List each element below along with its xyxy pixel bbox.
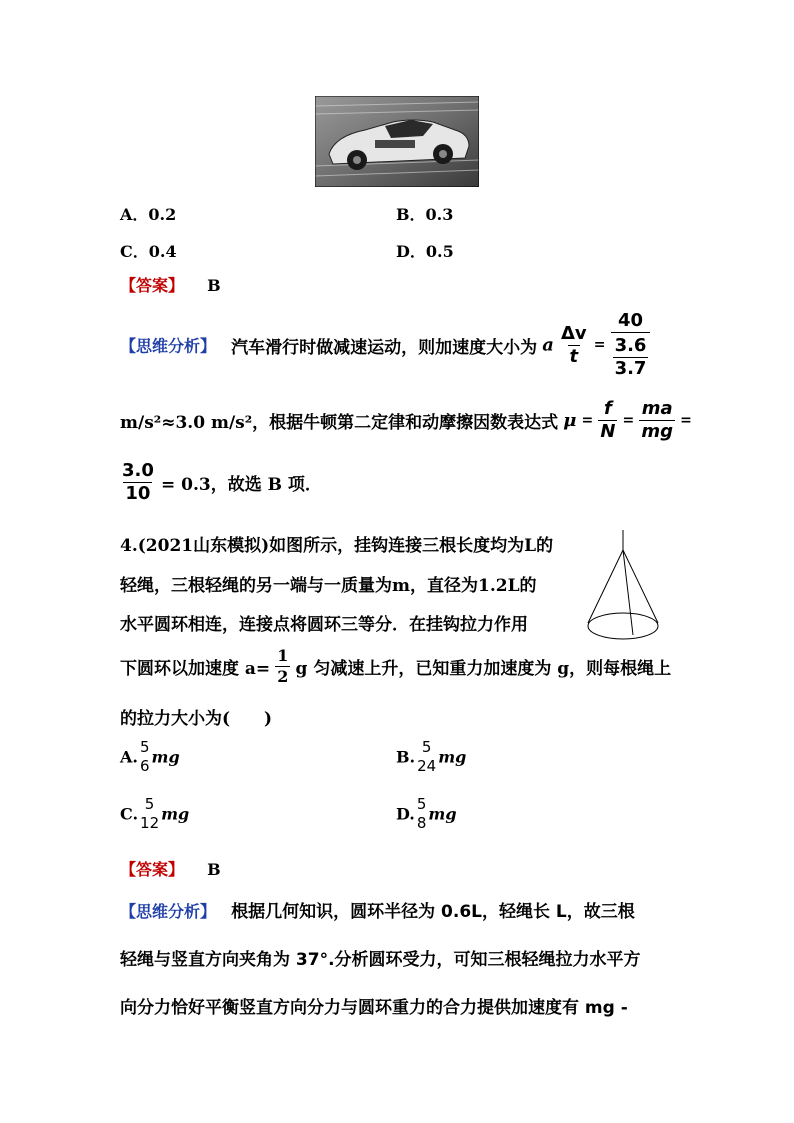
equals-sign: = xyxy=(593,337,606,353)
frac-num: 3.0 xyxy=(122,460,154,481)
q4-option-d xyxy=(396,797,457,831)
inner-den: 3.7 xyxy=(614,358,647,379)
q3-analysis-line1 xyxy=(120,312,650,378)
answer-value: B xyxy=(207,860,221,879)
q4-analysis-line1 xyxy=(120,897,635,922)
q3-analysis-line3 xyxy=(120,462,322,503)
cone-ring-diagram xyxy=(585,528,661,646)
option-prefix: C. xyxy=(120,804,139,824)
frac-num: 5 xyxy=(144,795,155,813)
option-fraction xyxy=(415,797,429,831)
analysis-tag: 【思维分析】 xyxy=(120,336,217,356)
analysis-text: 汽车滑行时做减速运动，则加速度大小为 xyxy=(231,337,538,358)
inner-fraction xyxy=(611,332,651,378)
q4-answer-row xyxy=(120,857,221,880)
answer-value: B xyxy=(207,276,221,295)
delta-v-over-t xyxy=(559,322,589,367)
option-fraction xyxy=(138,797,161,831)
q4-analysis-line3: 向分力恰好平衡竖直方向分力与圆环重力的合力提供加速度有 mg - xyxy=(120,998,628,1018)
line4-text-a: 下圆环以加速度 a= xyxy=(120,659,271,679)
frac-den: 10 xyxy=(125,483,151,504)
f-over-n xyxy=(598,400,617,441)
frac-num: ma xyxy=(641,398,673,419)
q4-line1: 4.(2021山东模拟)如图所示，挂钩连接三根长度均为L的 xyxy=(120,536,554,556)
frac-den: 24 xyxy=(417,757,437,775)
q4-option-a xyxy=(120,740,180,774)
q4-line2: 轻绳，三根轻绳的另一端与一质量为m，直径为1.2L的 xyxy=(120,576,537,596)
frac-num: 5 xyxy=(421,738,432,756)
frac-den: 8 xyxy=(416,814,427,832)
three-over-ten xyxy=(120,462,156,503)
equals-sign: = xyxy=(622,412,635,429)
q4-line3: 水平圆环相连，连接点将圆环三等分．在挂钩拉力作用 xyxy=(120,615,528,635)
q4-line5: 的拉力大小为( ) xyxy=(120,709,273,729)
frac-den: 2 xyxy=(277,667,289,686)
q4-line4 xyxy=(120,648,671,685)
race-car-photo xyxy=(315,96,479,187)
equals-sign: = xyxy=(581,412,594,429)
option-suffix: mg xyxy=(428,804,457,824)
frac-num: f xyxy=(603,398,612,419)
q4-option-c xyxy=(120,797,189,831)
mu-symbol: μ xyxy=(563,410,577,431)
line2-text: m/s²≈3.0 m/s²，根据牛顿第二定律和动摩擦因数表达式 xyxy=(120,413,559,433)
frac-num: 5 xyxy=(139,738,150,756)
q3-analysis-line2 xyxy=(120,400,692,441)
line4-text-b: g 匀减速上升，已知重力加速度为 g，则每根绳上 xyxy=(295,659,672,679)
option-fraction xyxy=(415,740,438,774)
option-prefix: B. xyxy=(396,747,416,767)
frac-den: mg xyxy=(641,421,674,442)
answer-tag: 【答案】 xyxy=(120,276,185,295)
frac-num: 5 xyxy=(416,795,427,813)
frac-num: 1 xyxy=(277,646,289,665)
frac-den: N xyxy=(600,421,616,442)
nested-fraction xyxy=(611,312,651,378)
option-prefix: A. xyxy=(120,747,138,767)
option-prefix: D. xyxy=(396,804,415,824)
outer-num: 40 xyxy=(617,310,644,331)
accel-symbol: a xyxy=(542,334,554,356)
answer-tag: 【答案】 xyxy=(120,860,185,879)
q4-option-b xyxy=(396,740,466,774)
option-suffix: mg xyxy=(438,747,467,767)
frac-den: 6 xyxy=(139,757,150,775)
option-suffix: mg xyxy=(151,747,180,767)
q4-analysis-line2: 轻绳与竖直方向夹角为 37°.分析圆环受力，可知三根轻绳拉力水平方 xyxy=(120,950,641,970)
one-half xyxy=(275,648,290,685)
line3-text: = 0.3，故选 B 项． xyxy=(160,475,322,495)
inner-num: 3.6 xyxy=(614,335,647,356)
q3-option-c: C．0.4 xyxy=(120,242,177,261)
equals-sign: = xyxy=(680,412,692,429)
frac-den: t xyxy=(569,345,579,367)
option-suffix: mg xyxy=(161,804,190,824)
q3-answer-row xyxy=(120,273,221,296)
q3-option-b: B．0.3 xyxy=(396,205,454,224)
ma-over-mg xyxy=(639,400,675,441)
frac-num: Δv xyxy=(560,322,587,344)
frac-den: 12 xyxy=(140,814,160,832)
analysis-text: 根据几何知识，圆环半径为 0.6L，轻绳长 L，故三根 xyxy=(231,902,635,922)
q3-option-d: D．0.5 xyxy=(396,242,454,261)
analysis-tag: 【思维分析】 xyxy=(120,902,217,921)
option-fraction xyxy=(138,740,152,774)
q3-option-a: A．0.2 xyxy=(120,205,177,224)
